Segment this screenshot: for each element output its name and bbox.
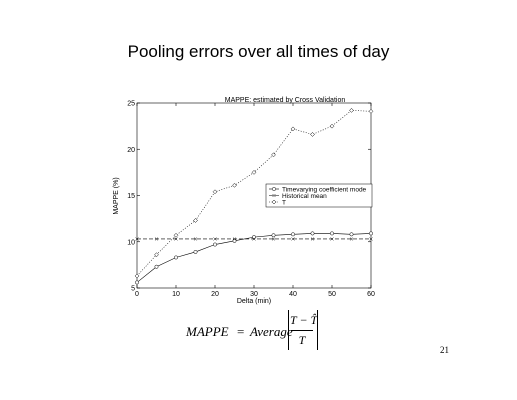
x-tick-label: 50	[328, 291, 336, 298]
data-point	[350, 233, 353, 236]
y-tick-label: 20	[127, 146, 135, 154]
page-number: 21	[440, 345, 449, 355]
data-point	[369, 109, 373, 113]
chart-title: MAPPE: estimated by Cross Validation	[224, 97, 346, 104]
data-point	[174, 233, 178, 237]
series-line	[137, 233, 371, 282]
slide-title: Pooling errors over all times of day	[127, 42, 390, 61]
data-point	[311, 232, 314, 235]
x-tick-label: 30	[250, 291, 258, 298]
data-point	[330, 232, 333, 235]
x-tick-label: 60	[367, 291, 375, 298]
formula-average: Average	[250, 324, 293, 339]
data-point	[155, 265, 158, 268]
chart-legend	[266, 184, 372, 207]
data-point	[174, 256, 177, 259]
x-tick-label: 20	[211, 291, 219, 298]
legend-label: T	[282, 199, 286, 207]
formula-lhs: MAPPE	[186, 324, 229, 339]
data-point	[369, 232, 372, 235]
data-point	[272, 234, 275, 237]
fraction-bar	[291, 330, 313, 331]
data-point	[252, 235, 255, 238]
series-1	[135, 232, 372, 284]
y-tick-label: 5	[131, 285, 135, 293]
formula-equals: =	[237, 324, 245, 339]
data-point	[350, 108, 354, 112]
data-point	[330, 124, 334, 128]
y-tick-label: 25	[127, 100, 135, 108]
data-point	[213, 243, 216, 246]
x-tick-label: 40	[289, 291, 297, 298]
formula-numerator: T − T̂	[290, 313, 318, 327]
y-tick-label: 15	[127, 193, 135, 200]
data-point	[311, 132, 315, 136]
y-tick-label: 10	[127, 239, 135, 247]
x-tick-label: 10	[172, 291, 180, 298]
data-point	[233, 183, 237, 187]
legend-marker	[272, 187, 275, 190]
x-tick-label: 0	[135, 291, 139, 298]
data-point	[213, 190, 217, 194]
data-point	[194, 250, 197, 253]
data-point	[291, 233, 294, 236]
x-axis-label: Delta (min)	[236, 298, 272, 305]
legend-label: Historical mean	[282, 192, 327, 200]
data-point	[233, 239, 236, 242]
y-axis-label: MAPPE (%)	[113, 177, 120, 215]
formula-denominator: T	[298, 333, 306, 347]
data-point	[135, 274, 139, 278]
legend-label: Timevarying coefficient mode	[282, 186, 367, 194]
data-point	[135, 281, 138, 284]
